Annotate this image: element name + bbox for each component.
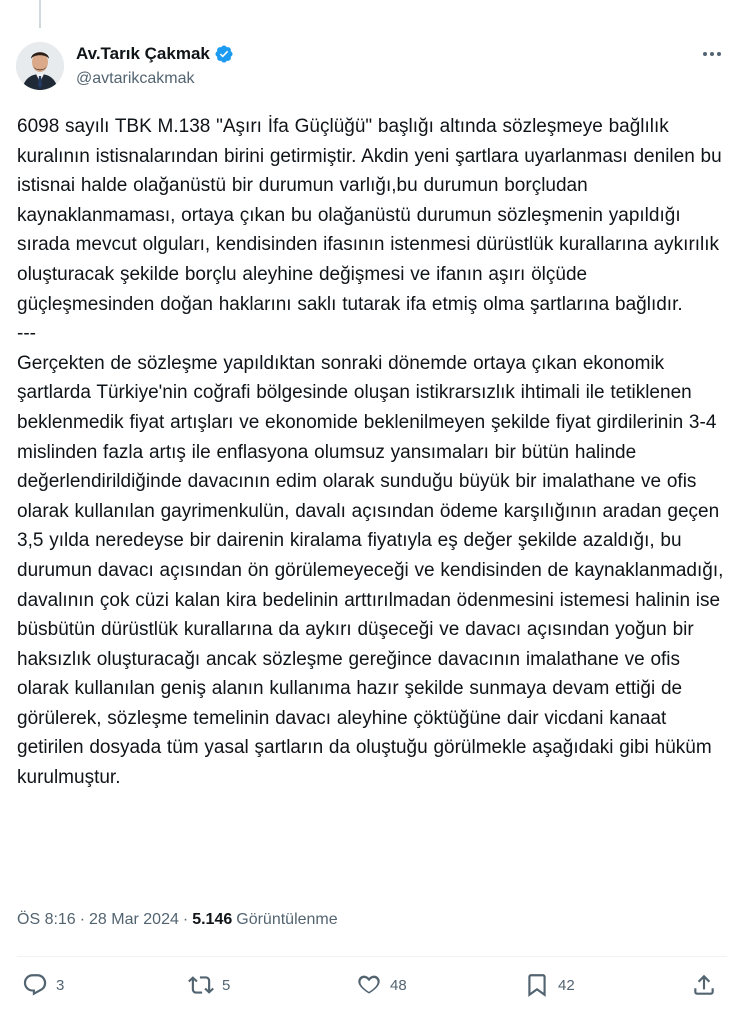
repost-icon: [188, 972, 214, 998]
author-name[interactable]: Av.Tarık Çakmak: [76, 44, 210, 63]
tweet-text: 6098 sayılı TBK M.138 "Aşırı İfa Güçlüğü" başlığı altında sözleşmeye bağlılık kuralının istisnalarından birini getirmiştir. Akdin yeni şartlara uyarlanması denilen bu istisnai halde olağanüstü bir durumun varlığı,bu durumun borçludan kaynaklanmaması, ortaya çıkan bu olağanüstü durumun sözleşmenin yapıldığı sırada mevcut olguları, kendisinden ifasının istenmesi dürüstlük kurallarına aykırılık oluşturacak şekilde borçlu aleyhine değişmesi ve ifanın aşırı ölçüde güçleşmesinden doğan haklarını saklı tutarak ifa etmiş olma şartlarına bağlıdır. --- Gerçekten de sözleşme yapıldıktan sonraki dönemde ortaya çıkan ekonomik şartlarda Türkiye'nin coğrafi bölgesinde oluşan istikrarsızlık ihtimali ile tetiklenen beklenmedik fiyat artışları ve ekonomide beklenilmeyen şekilde fiyat girdilerinin 3-4 mislinden fazla artış ile enflasyona olumsuz yansımaları bir bütün halinde değerlendirildiğinde davacının edim olarak sunduğu büyük bir imalathane ve ofis olarak kullanılan gayrimenkulün, davalı açısından ödeme karşılığının aradan geçen 3,5 yılda neredeyse bir dairenin kiralama fiyatıyla eş değer şekilde azaldığı, bu durumun davacı açısından ön görülemeyeceği ve kendisinden de kaynaklanmadığı, davalının çok cüzi kalan kira bedelinin arttırılmadan ödenmesini istemesi halinin ise büsbütün dürüstlük kurallarına da aykırı düşeceği ve davacı açısından yoğun bir haksızlık oluşturacağı ancak sözleşme gereğince davacının imalathane ve ofis olarak kullanılan geniş alanın kullanıma hazır şekilde sunmaya devam ettiği de görülerek, sözleşme temelinin davacı aleyhine çöktüğüne dair vicdani kanaat getirilen dosyada tüm yasal şartların da oluştuğu görülmekle aşağıdaki gibi hüküm kurulmuştur.: [17, 116, 724, 789]
share-button[interactable]: [691, 968, 717, 1002]
more-options-button[interactable]: [698, 44, 726, 64]
bookmark-button[interactable]: [524, 968, 575, 1002]
tweet-metadata: [17, 911, 338, 929]
tweet-date[interactable]: 28 Mar 2024: [89, 911, 179, 928]
reply-icon: [22, 972, 48, 998]
avatar[interactable]: [16, 42, 64, 90]
author-name-row[interactable]: [76, 44, 234, 64]
verified-icon: [214, 44, 234, 64]
thread-connector-line: [39, 0, 41, 28]
like-icon: [356, 972, 382, 998]
like-count: 48: [390, 976, 407, 994]
views-label: Görüntülenme: [236, 911, 338, 928]
repost-button[interactable]: [188, 968, 230, 1002]
reply-button[interactable]: [22, 968, 64, 1002]
divider: [17, 956, 727, 957]
meta-separator: ·: [79, 911, 86, 928]
bookmark-icon: [524, 972, 550, 998]
views-count[interactable]: 5.146: [192, 911, 233, 928]
more-icon: [702, 51, 722, 57]
author-handle[interactable]: @avtarikcakmak: [76, 70, 195, 87]
tweet-time[interactable]: ÖS 8:16: [17, 911, 76, 928]
bookmark-count: 42: [558, 976, 575, 994]
tweet-action-bar: [0, 968, 744, 1002]
like-button[interactable]: [356, 968, 407, 1002]
avatar-image: [16, 42, 64, 90]
meta-separator-2: ·: [182, 911, 189, 928]
reply-count: 3: [56, 976, 65, 994]
repost-count: 5: [222, 976, 231, 994]
share-icon: [691, 972, 717, 998]
